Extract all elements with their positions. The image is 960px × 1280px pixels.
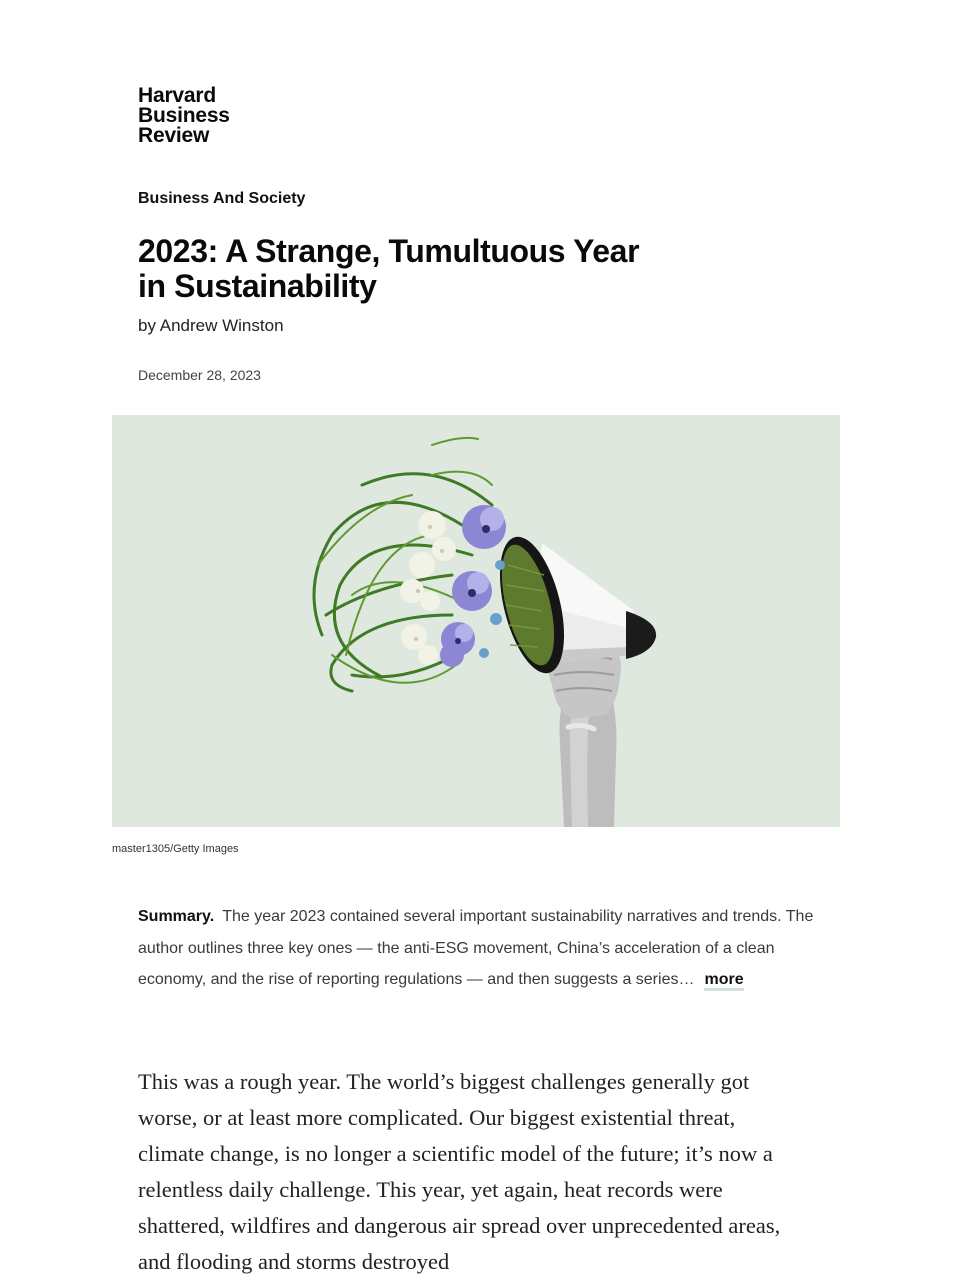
byline (138, 316, 284, 336)
hero-image (112, 415, 840, 827)
summary-more-link[interactable]: more (704, 971, 743, 991)
megaphone-flowers-illustration (112, 415, 840, 827)
article-summary (138, 901, 818, 996)
author-link[interactable]: Andrew Winston (159, 316, 284, 335)
logo-line-review: Review (138, 124, 210, 147)
hbr-logo[interactable] (138, 86, 230, 146)
article-headline: 2023: A Strange, Tumultuous Year in Sustainability (138, 233, 640, 304)
byline-prefix: by (138, 316, 160, 335)
photo-credit: master1305/Getty Images (112, 843, 239, 855)
article-body-paragraph: This was a rough year. The world’s biggest challenges generally got worse, or at least more complicated. Our biggest existential threat, climate change, is no longer a scientific model of the future; it’s now a relentless daily challenge. This year, yet again, heat records were shattered, wildfires and dangerous air spread over unprecedented areas, and flooding and storms destroyed (138, 1069, 781, 1274)
summary-text: The year 2023 contained several important sustainability narratives and trends. The author outlines three key ones — the anti-ESG movement, China’s acceleration of a clean economy, and the rise of reporting regulations — and then suggests a series… (138, 908, 814, 988)
logo-line-business: Business (138, 104, 230, 127)
publish-date: December 28, 2023 (138, 367, 261, 383)
summary-label: Summary. (138, 908, 215, 925)
logo-line-harvard: Harvard (138, 84, 216, 107)
topic-link[interactable]: Business And Society (138, 190, 306, 207)
